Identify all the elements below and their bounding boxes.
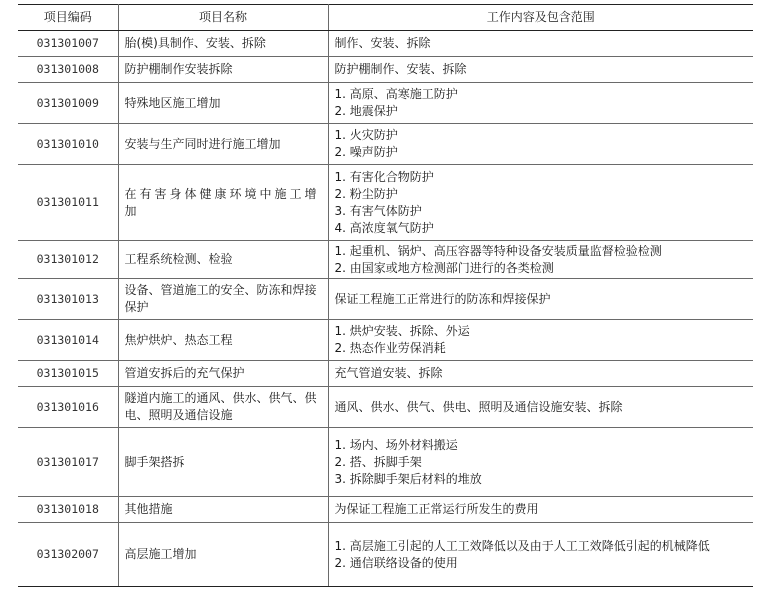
item-code: 031301018 [18, 497, 118, 523]
item-code: 031301011 [18, 165, 118, 241]
item-name: 防护棚制作安装拆除 [124, 62, 233, 76]
item-code: 031301012 [18, 241, 118, 279]
item-name-cell [118, 57, 328, 83]
work-content-line: 2. 搭、拆脚手架 [334, 454, 422, 469]
work-content-line: 充气管道安装、拆除 [334, 366, 443, 380]
item-name: 管道安拆后的充气保护 [124, 366, 245, 380]
work-content-line: 制作、安装、拆除 [334, 36, 431, 50]
table-row [18, 31, 753, 57]
work-content-cell [328, 361, 753, 387]
work-content-line: 3. 有害气体防护 [334, 203, 422, 218]
work-content-line: 4. 高浓度氧气防护 [334, 220, 434, 235]
table-body [18, 31, 753, 587]
header-work: 工作内容及包含范围 [328, 5, 753, 31]
work-content-cell [328, 387, 753, 428]
table-row [18, 428, 753, 497]
work-content-line: 2. 粉尘防护 [334, 186, 398, 201]
item-name: 工程系统检测、检验 [124, 252, 233, 266]
item-name: 在有害身体健康环境中施工增加 [124, 186, 320, 218]
table-header [18, 5, 753, 31]
work-content-cell [328, 57, 753, 83]
work-content-cell [328, 523, 753, 587]
header-code: 项目编码 [18, 5, 118, 31]
table-row [18, 241, 753, 279]
item-name-cell [118, 241, 328, 279]
item-name: 高层施工增加 [124, 547, 197, 561]
work-content-cell [328, 165, 753, 241]
work-content-cell [328, 124, 753, 165]
work-content-line: 1. 有害化合物防护 [334, 169, 434, 184]
work-content-line: 1. 火灾防护 [334, 128, 398, 142]
table-row [18, 83, 753, 124]
work-content-cell [328, 320, 753, 361]
work-content-cell [328, 279, 753, 320]
work-content-line: 2. 地震保护 [334, 104, 398, 118]
work-content-line: 1. 起重机、锅炉、高压容器等特种设备安装质量监督检验检测 [334, 243, 662, 258]
item-name-cell [118, 279, 328, 320]
item-name: 特殊地区施工增加 [124, 95, 221, 110]
item-code: 031301010 [18, 124, 118, 165]
item-name: 隧道内施工的通风、供水、供气、供电、照明及通信设施 [124, 391, 317, 422]
item-name: 其他措施 [124, 502, 173, 516]
table-row [18, 320, 753, 361]
work-content-line: 通风、供水、供气、供电、照明及通信设施安装、拆除 [334, 399, 623, 414]
work-content-line: 2. 通信联络设备的使用 [334, 555, 458, 570]
table-row [18, 57, 753, 83]
work-content-line: 防护棚制作、安装、拆除 [334, 62, 467, 76]
item-code: 031301015 [18, 361, 118, 387]
item-name-cell [118, 124, 328, 165]
work-content-cell [328, 83, 753, 124]
table-row [18, 279, 753, 320]
work-content-line: 1. 高原、高寒施工防护 [334, 87, 458, 101]
item-code: 031301014 [18, 320, 118, 361]
work-content-line: 保证工程施工正常进行的防冻和焊接保护 [334, 291, 551, 306]
item-name: 脚手架搭拆 [124, 454, 185, 469]
item-name-cell [118, 320, 328, 361]
table-row [18, 497, 753, 523]
header-name: 项目名称 [118, 5, 328, 31]
measures-table [18, 4, 753, 587]
header-row [18, 5, 753, 31]
item-name: 设备、管道施工的安全、防冻和焊接保护 [124, 283, 317, 314]
item-code: 031301007 [18, 31, 118, 57]
item-code: 031301017 [18, 428, 118, 497]
item-code: 031301016 [18, 387, 118, 428]
item-code: 031301013 [18, 279, 118, 320]
item-name-cell [118, 361, 328, 387]
item-name-cell [118, 523, 328, 587]
work-content-cell [328, 497, 753, 523]
item-name-cell [118, 428, 328, 497]
item-name-cell [118, 83, 328, 124]
work-content-line: 2. 由国家或地方检测部门进行的各类检测 [334, 260, 554, 275]
work-content-line: 1. 烘炉安装、拆除、外运 [334, 324, 470, 338]
work-content-cell [328, 31, 753, 57]
table-row [18, 361, 753, 387]
table-row [18, 124, 753, 165]
item-code: 031301008 [18, 57, 118, 83]
table-row [18, 387, 753, 428]
work-content-line: 3. 拆除脚手架后材料的堆放 [334, 471, 482, 486]
item-code: 031302007 [18, 523, 118, 587]
item-name: 安装与生产同时进行施工增加 [124, 136, 281, 151]
work-content-line: 1. 场内、场外材料搬运 [334, 437, 458, 452]
work-content-line: 为保证工程施工正常运行所发生的费用 [334, 502, 539, 516]
work-content-line: 2. 热态作业劳保消耗 [334, 341, 446, 355]
work-content-cell [328, 428, 753, 497]
item-name: 胎(模)具制作、安装、拆除 [124, 36, 266, 50]
table-row [18, 523, 753, 587]
work-content-line: 1. 高层施工引起的人工工效降低以及由于人工工效降低引起的机械降低 [334, 538, 710, 553]
item-name-cell [118, 31, 328, 57]
item-code: 031301009 [18, 83, 118, 124]
work-content-line: 2. 噪声防护 [334, 145, 398, 159]
work-content-cell [328, 241, 753, 279]
item-name-cell [118, 497, 328, 523]
item-name-cell [118, 387, 328, 428]
table-row [18, 165, 753, 241]
item-name: 焦炉烘炉、热态工程 [124, 332, 233, 347]
item-name-cell [118, 165, 328, 241]
